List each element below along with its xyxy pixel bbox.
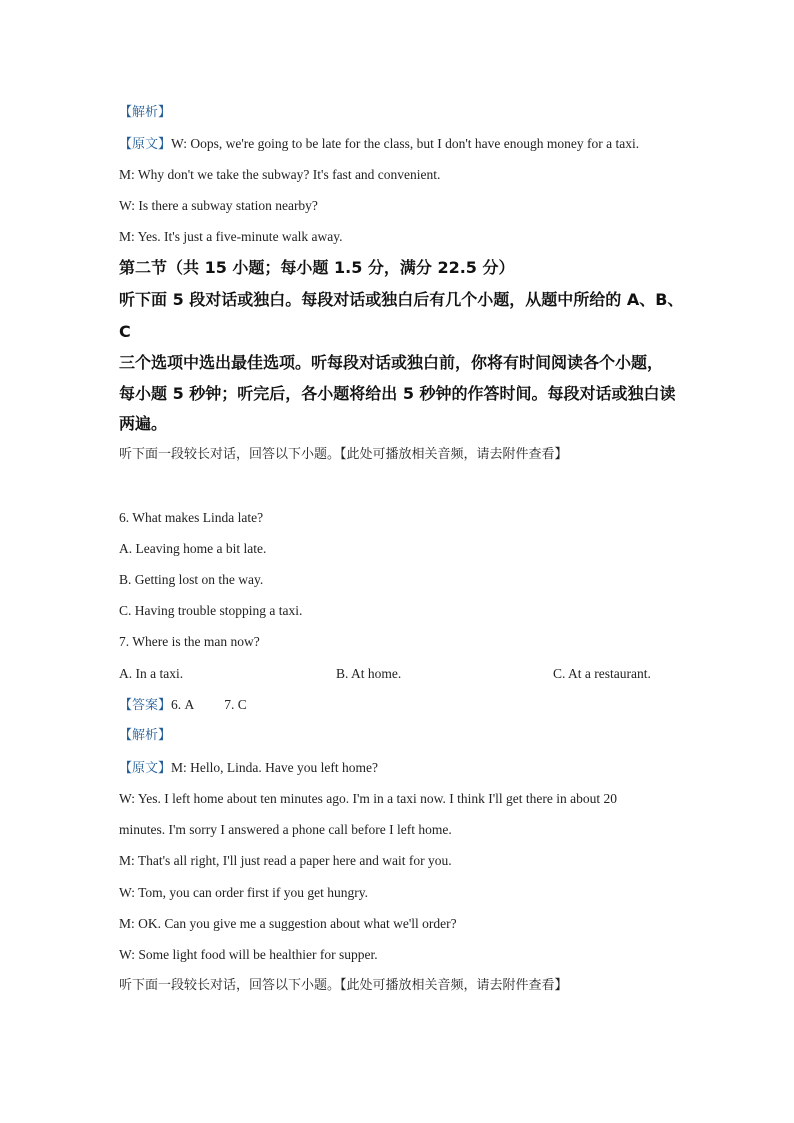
yuanwen-tag-1: 【原文】 [119, 137, 172, 152]
transcript2-line-1 [119, 759, 378, 778]
section-title: 第二节（共 15 小题；每小题 1.5 分，满分 22.5 分） [119, 258, 515, 277]
answer-6: 6. A [171, 697, 195, 712]
question-7: 7. Where is the man now? [119, 634, 260, 649]
yuanwen-tag-2: 【原文】 [119, 761, 172, 776]
answer-line [119, 696, 247, 715]
section-instruction-4: 每小题 5 秒钟；听完后，各小题将给出 5 秒钟的作答时间。每段对话或独白读 [119, 384, 676, 403]
listen-instruction-2: 听下面一段较长对话，回答以下小题。【此处可播放相关音频，请去附件查看】 [119, 978, 568, 993]
transcript2-text-1: M: Hello, Linda. Have you left home? [171, 760, 378, 775]
transcript2-line-6: M: OK. Can you give me a suggestion about what we'll order? [119, 916, 457, 931]
jiexi-heading-1: 【解析】 [119, 105, 172, 120]
section-instruction-2: C [119, 322, 131, 341]
transcript-text-1: W: Oops, we're going to be late for the class, but I don't have enough money for a taxi. [171, 136, 640, 151]
q7-option-b: B. At home. [336, 666, 402, 681]
transcript2-line-5: W: Tom, you can order first if you get hungry. [119, 885, 368, 900]
q6-option-c: C. Having trouble stopping a taxi. [119, 603, 303, 618]
transcript-line-2: M: Why don't we take the subway? It's fast and convenient. [119, 167, 441, 182]
section-instruction-3: 三个选项中选出最佳选项。听每段对话或独白前，你将有时间阅读各个小题， [119, 353, 664, 372]
transcript-line-1 [119, 135, 639, 154]
answer-7: 7. C [224, 697, 247, 712]
q6-option-a: A. Leaving home a bit late. [119, 541, 267, 556]
transcript-line-3: W: Is there a subway station nearby? [119, 198, 318, 213]
answer-tag: 【答案】 [119, 698, 172, 713]
transcript2-line-3: minutes. I'm sorry I answered a phone call before I left home. [119, 822, 452, 837]
section-instruction-1: 听下面 5 段对话或独白。每段对话或独白后有几个小题，从题中所给的 A、B、 [119, 290, 684, 309]
transcript2-line-4: M: That's all right, I'll just read a paper here and wait for you. [119, 853, 452, 868]
listen-instruction-1: 听下面一段较长对话，回答以下小题。【此处可播放相关音频，请去附件查看】 [119, 447, 568, 462]
q7-option-a: A. In a taxi. [119, 666, 184, 681]
section-instruction-5: 两遍。 [119, 414, 168, 433]
q7-option-c: C. At a restaurant. [553, 666, 651, 681]
transcript2-line-2: W: Yes. I left home about ten minutes ago. I'm in a taxi now. I think I'll get there in about 20 [119, 791, 618, 806]
transcript-line-4: M: Yes. It's just a five-minute walk away. [119, 229, 343, 244]
jiexi-heading-2: 【解析】 [119, 728, 172, 743]
transcript2-line-7: W: Some light food will be healthier for supper. [119, 947, 378, 962]
q6-option-b: B. Getting lost on the way. [119, 572, 264, 587]
question-6: 6. What makes Linda late? [119, 510, 264, 525]
